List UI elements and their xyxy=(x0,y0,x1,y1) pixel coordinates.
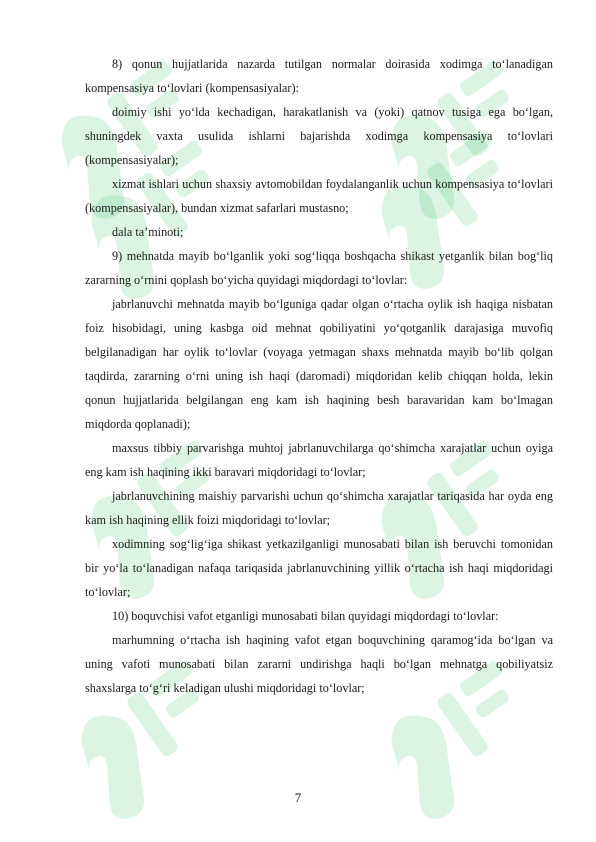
paragraph: 9) mehnatda mayib bo‘lganlik yoki sog‘liqqa boshqacha shikast yetganlik bilan bog‘liq zararning o‘rnini qoplash bo‘yicha quyidagi miqdordagi to‘lovlar: xyxy=(85,249,553,287)
document-body xyxy=(85,52,553,700)
paragraph: xizmat ishlari uchun shaxsiy avtomobildan foydalanganlik uchun kompensasiya to‘lovlari (kompensasiyalar), bundan xizmat safarlari mustasno; xyxy=(85,177,553,215)
paragraph: maxsus tibbiy parvarishga muhtoj jabrlanuvchilarga qo‘shimcha xarajatlar uchun oyiga eng kam ish haqining ikki baravari miqdoridagi to‘lovlar; xyxy=(85,441,553,479)
paragraph: doimiy ishi yo‘lda kechadigan, harakatlanish va (yoki) qatnov tusiga ega bo‘lgan, shuningdek vaxta usulida ishlarni bajarishda xodimga kompensasiya to‘lovlari (kompensasiyalar); xyxy=(85,105,553,167)
paragraph: 10) boquvchisi vafot etganligi munosabati bilan quyidagi miqdordagi to‘lovlar: xyxy=(112,609,499,623)
paragraph: jabrlanuvchi mehnatda mayib bo‘lguniga qadar olgan o‘rtacha oylik ish haqiga nisbatan foiz hisobidagi, uning kasbga oid mehnat qobiliyatini yo‘qotganlik darajasiga muvofiq belgilanadigan har oylik to‘lovlar (voyaga yetmagan shaxs mehnatda mayib bo‘lib qolgan taqdirda, zararning o‘rni uning ish haqi (daromadi) miqdoridan kelib chiqqan holda, lekin qonun hujjatlarida belgilangan eng kam ish haqining besh baravaridan kam bo‘lmagan miqdorda qoplanadi); xyxy=(85,297,553,431)
paragraph: dala ta’minoti; xyxy=(112,225,184,239)
paragraph: jabrlanuvchining maishiy parvarishi uchun qo‘shimcha xarajatlar tariqasida har oyda eng kam ish haqining ellik foizi miqdoridagi to‘lovlar; xyxy=(85,489,553,527)
paragraph: 8) qonun hujjatlarida nazarda tutilgan normalar doirasida xodimga to‘lanadigan kompensasiya to‘lovlari (kompensasiyalar): xyxy=(85,57,553,95)
page-number: 7 xyxy=(294,790,302,805)
paragraph: marhumning o‘rtacha ish haqining vafot etgan boquvchining qaramog‘ida bo‘lgan va uning vafoti munosabati bilan zararni undirishga haqli bo‘lgan mehnatga qobiliyatsiz shaxslarga to‘g‘ri keladigan ulushi miqdoridagi to‘lovlar; xyxy=(85,633,553,695)
paragraph: xodimning sog‘lig‘iga shikast yetkazilganligi munosabati bilan ish beruvchi tomonidan bir yo‘la to‘lanadigan nafaqa tariqasida jabrlanuvchining yillik o‘rtacha ish haqi miqdoridagi to‘lovlar; xyxy=(85,537,553,599)
